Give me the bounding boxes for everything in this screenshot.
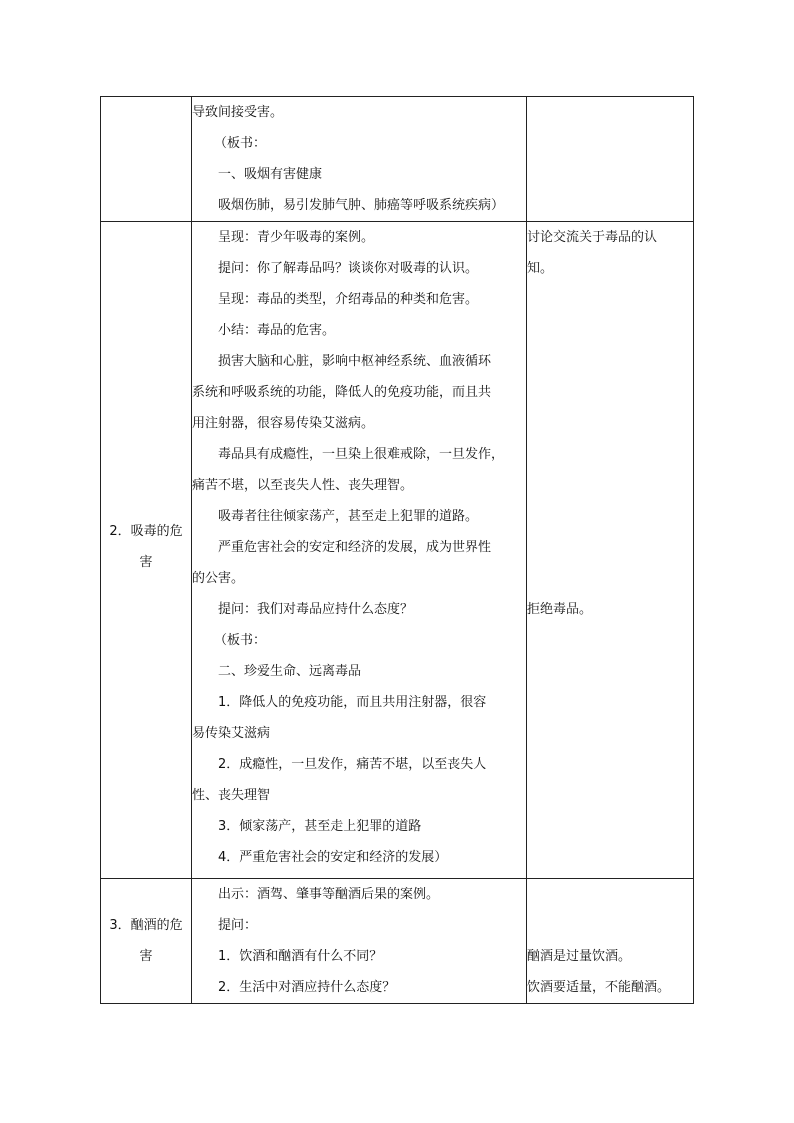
section-label-line: 害 [139, 555, 153, 570]
text-line: 严重危害社会的安定和经济的发展，成为世界性 [218, 540, 492, 555]
section-label-line: 3．酗酒的危 [109, 918, 183, 933]
text-line [527, 408, 693, 439]
student-activity-cell [527, 222, 694, 879]
text-line: 二、珍爱生命、远离毒品 [218, 664, 362, 679]
section-label-line: 害 [139, 949, 153, 964]
student-activity-cell [527, 97, 694, 222]
text-line: （板书： [214, 633, 267, 648]
text-line [527, 377, 693, 408]
text-line [527, 563, 693, 594]
text-line: 易传染艾滋病 [192, 726, 271, 741]
teacher-activity-cell [192, 97, 527, 222]
text-line [527, 315, 693, 346]
text-line: 一、吸烟有害健康 [218, 167, 323, 182]
text-line [527, 501, 693, 532]
text-line: 小结：毒品的危害。 [218, 323, 336, 338]
text-line: 提问：你了解毒品吗？谈谈你对吸毒的认识。 [218, 261, 479, 276]
section-label-cell [101, 97, 192, 222]
text-line: 吸毒者往往倾家荡产，甚至走上犯罪的道路。 [218, 509, 479, 524]
text-line: 酗酒是过量饮酒。 [527, 949, 632, 964]
table-row [101, 97, 694, 222]
table-row [101, 222, 694, 879]
section-label-cell [101, 879, 192, 1004]
text-line [527, 470, 693, 501]
text-line [527, 532, 693, 563]
text-line: 2．生活中对酒应持什么态度？ [218, 980, 396, 995]
text-line: 提问： [218, 918, 258, 933]
text-line: 吸烟伤肺，易引发肺气肿、肺癌等呼吸系统疾病） [218, 198, 505, 213]
text-line [527, 910, 693, 941]
section-label-cell [101, 222, 192, 879]
text-line: 4．严重危害社会的安定和经济的发展） [218, 850, 448, 865]
text-line: 出示：酒驾、肇事等酗酒后果的案例。 [218, 887, 440, 902]
text-line [527, 439, 693, 470]
text-line: 性、丧失理智 [192, 788, 271, 803]
text-line: 导致间接受害。 [192, 105, 284, 120]
student-activity-cell [527, 879, 694, 1004]
text-line: 提问：我们对毒品应持什么态度？ [218, 602, 414, 617]
text-line: 2．成瘾性，一旦发作，痛苦不堪，以至丧失人 [218, 757, 487, 772]
text-line [527, 346, 693, 377]
text-line: 毒品具有成瘾性，一旦染上很难戒除，一旦发作， [218, 447, 505, 462]
text-line: 呈现：毒品的类型，介绍毒品的种类和危害。 [218, 292, 479, 307]
text-line: 讨论交流关于毒品的认 [527, 230, 658, 245]
text-line: 1．饮酒和酗酒有什么不同？ [218, 949, 383, 964]
section-label [101, 516, 191, 578]
text-line: 呈现：青少年吸毒的案例。 [218, 230, 375, 245]
teacher-activity-cell [192, 222, 527, 879]
text-line: （板书： [214, 136, 267, 151]
teacher-activity-cell [192, 879, 527, 1004]
text-line: 痛苦不堪，以至丧失人性、丧失理智。 [192, 478, 414, 493]
text-line: 饮酒要适量，不能酗酒。 [527, 980, 671, 995]
text-line: 知。 [527, 261, 554, 276]
text-line: 1．降低人的免疫功能，而且共用注射器，很容 [218, 695, 487, 710]
text-line: 损害大脑和心脏，影响中枢神经系统、血液循环 [218, 354, 492, 369]
text-line: 系统和呼吸系统的功能，降低人的免疫功能，而且共 [192, 385, 492, 400]
lesson-plan-table [100, 96, 694, 1004]
text-line [527, 284, 693, 315]
section-label [101, 910, 191, 972]
table-row [101, 879, 694, 1004]
section-label-line: 2．吸毒的危 [109, 524, 183, 539]
text-line: 用注射器，很容易传染艾滋病。 [192, 416, 375, 431]
text-line: 拒绝毒品。 [527, 602, 593, 617]
text-line: 3．倾家荡产，甚至走上犯罪的道路 [218, 819, 422, 834]
text-line: 的公害。 [192, 571, 245, 586]
text-line [527, 879, 693, 910]
